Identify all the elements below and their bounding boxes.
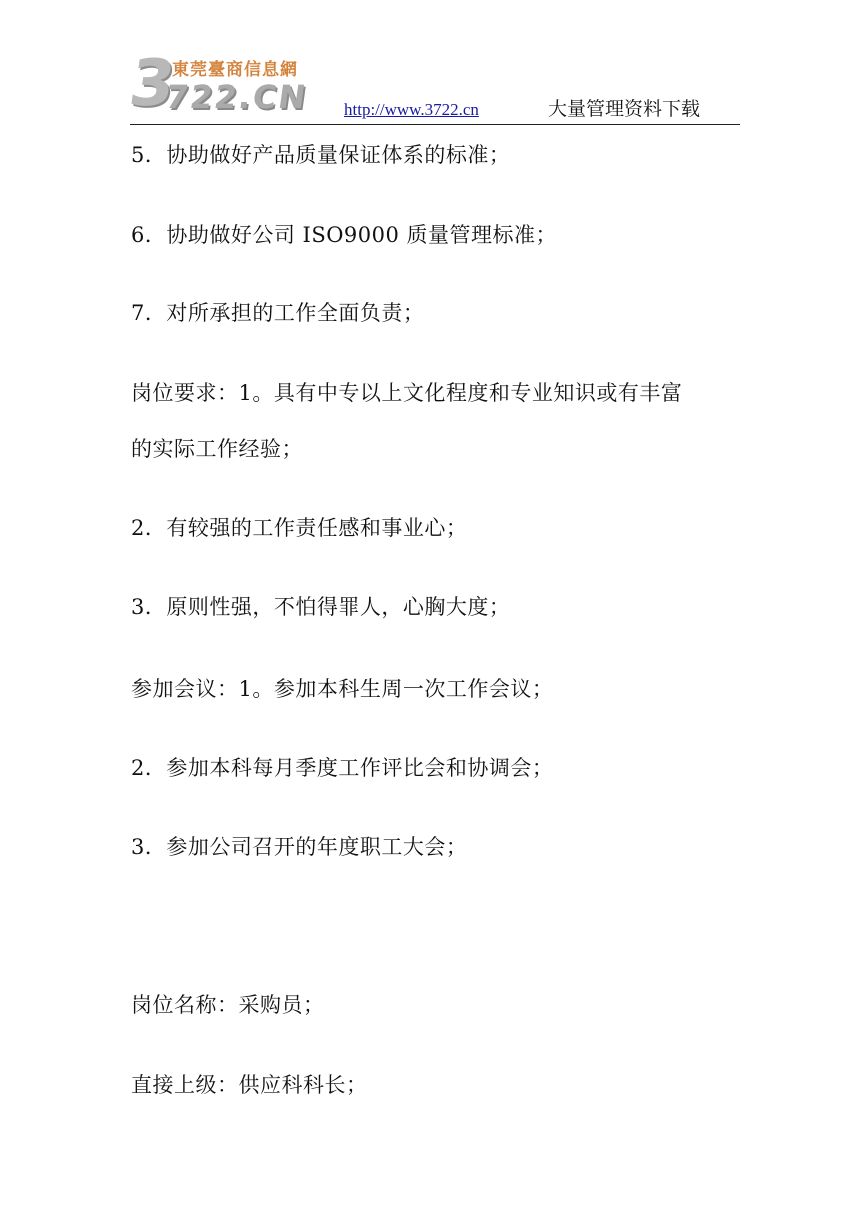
requirement-item-1: 岗位要求：1。具有中专以上文化程度和专业知识或有丰富: [131, 381, 683, 405]
duty-item-7: 7．对所承担的工作全面负责；: [131, 301, 425, 325]
direct-supervisor: 直接上级：供应科科长；: [131, 1073, 368, 1097]
logo-chinese-name: 東莞臺商信息網: [172, 60, 298, 80]
requirement-item-1-cont: 的实际工作经验；: [131, 437, 303, 461]
header-slogan: 大量管理资料下载: [548, 98, 701, 120]
logo-number: 3: [124, 47, 180, 121]
position-name: 岗位名称：采购员；: [131, 993, 325, 1017]
meeting-item-2: 2．参加本科每月季度工作评比会和协调会；: [131, 756, 554, 780]
meeting-item-1: 参加会议：1。参加本科生周一次工作会议；: [131, 677, 554, 701]
meeting-item-3: 3．参加公司召开的年度职工大会；: [131, 835, 468, 859]
site-logo: [124, 47, 310, 121]
page-header: [124, 47, 740, 126]
requirement-item-3: 3．原则性强，不怕得罪人，心胸大度；: [131, 595, 511, 619]
requirement-item-2: 2．有较强的工作责任感和事业心；: [131, 516, 468, 540]
logo-domain: 722.CN: [163, 78, 310, 116]
site-url-link[interactable]: http://www.3722.cn: [344, 100, 479, 119]
duty-item-5: 5．协助做好产品质量保证体系的标准；: [131, 143, 511, 167]
header-divider: [130, 124, 740, 125]
duty-item-6: 6．协助做好公司 ISO9000 质量管理标准；: [131, 223, 558, 247]
